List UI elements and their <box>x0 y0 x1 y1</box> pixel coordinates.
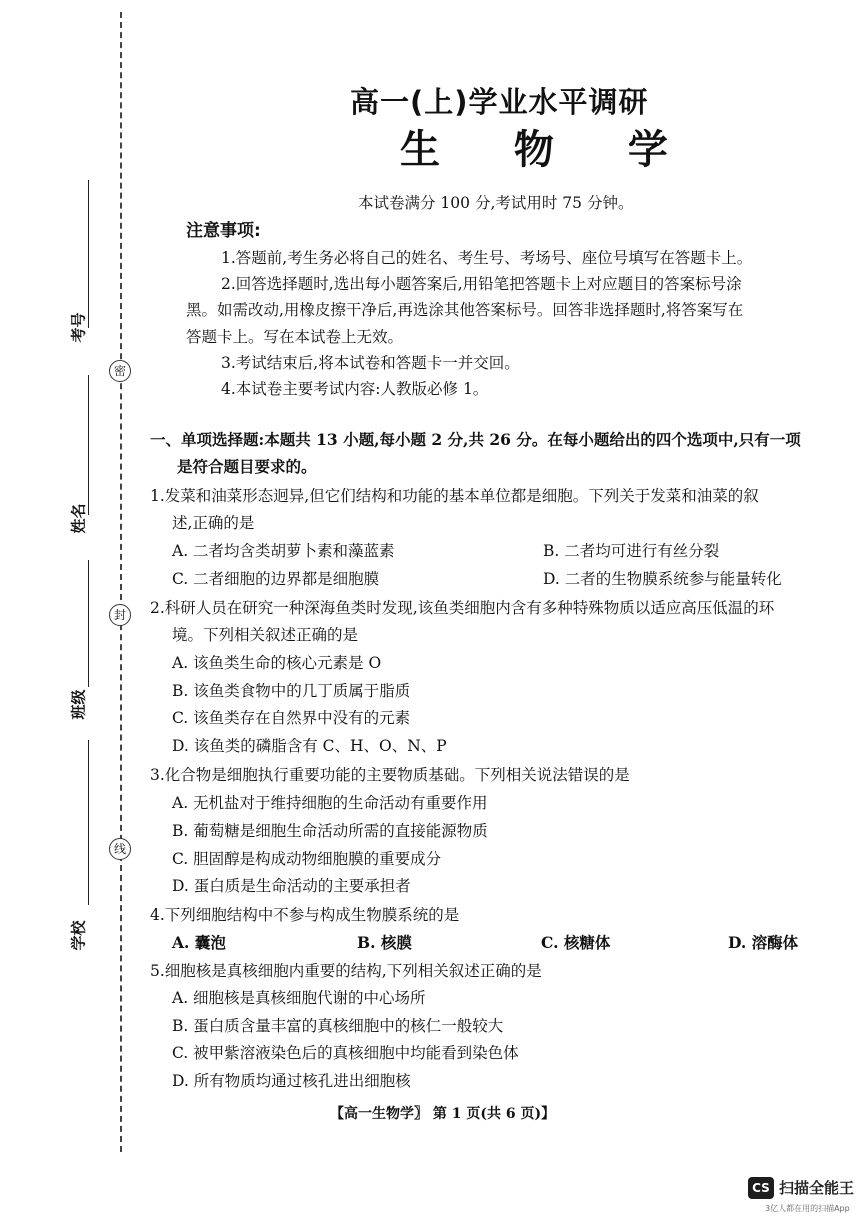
question-2-stem: 2.科研人员在研究一种深海鱼类时发现,该鱼类细胞内含有多种特殊物质以适应高压低温的环 <box>150 599 775 617</box>
class-rule <box>88 560 89 687</box>
q1-option-c: C. 二者细胞的边界都是细胞膜 <box>172 570 380 588</box>
section-heading: 一、单项选择题:本题共 13 小题,每小题 2 分,共 26 分。在每小题给出的四个选项中,只有一项 <box>150 430 801 449</box>
question-1-stem: 1.发菜和油菜形态迥异,但它们结构和功能的基本单位都是细胞。下列关于发菜和油菜的叙 <box>150 487 759 505</box>
note-line: 2.回答选择题时,选出每小题答案后,用铅笔把答题卡上对应题目的答案标号涂 <box>221 275 742 293</box>
camscanner-logo: CS <box>748 1177 774 1199</box>
label-exam-number: 考号 <box>69 312 88 343</box>
school-rule <box>88 740 89 905</box>
q2-option-d: D. 该鱼类的磷脂含有 C、H、O、N、P <box>172 737 447 755</box>
page-footer: 【高一生物学〗 第 1 页(共 6 页)】 <box>330 1106 556 1122</box>
note-line: 3.考试结束后,将本试卷和答题卡一并交回。 <box>221 354 520 372</box>
q1-option-a: A. 二者均含类胡萝卜素和藻蓝素 <box>172 542 395 560</box>
q1-option-b: B. 二者均可进行有丝分裂 <box>543 542 720 560</box>
notes-heading: 注意事项: <box>186 221 261 241</box>
q2-option-b: B. 该鱼类食物中的几丁质属于脂质 <box>172 682 411 700</box>
exam-title: 高一(上)学业水平调研 <box>350 85 649 119</box>
exam-info: 本试卷满分 100 分,考试用时 75 分钟。 <box>358 194 634 212</box>
q4-option-c: C. 核糖体 <box>541 933 611 952</box>
q1-option-d: D. 二者的生物膜系统参与能量转化 <box>543 570 782 588</box>
camscanner-name: 扫描全能王 <box>779 1179 855 1197</box>
question-3-stem: 3.化合物是细胞执行重要功能的主要物质基础。下列相关说法错误的是 <box>150 766 630 784</box>
question-2-stem-cont: 境。下列相关叙述正确的是 <box>172 626 359 644</box>
q2-option-a: A. 该鱼类生命的核心元素是 O <box>172 654 382 672</box>
q3-option-c: C. 胆固醇是构成动物细胞膜的重要成分 <box>172 850 442 868</box>
label-name: 姓名 <box>69 503 88 534</box>
note-line: 1.答题前,考生务必将自己的姓名、考生号、考场号、座位号填写在答题卡上。 <box>221 249 753 267</box>
note-line: 4.本试卷主要考试内容:人教版必修 1。 <box>221 380 489 398</box>
seal-xian: 线 <box>109 838 131 860</box>
q4-option-d: D. 溶酶体 <box>728 933 799 952</box>
q2-option-c: C. 该鱼类存在自然界中没有的元素 <box>172 709 411 727</box>
q4-option-b: B. 核膜 <box>357 933 412 952</box>
q3-option-a: A. 无机盐对于维持细胞的生命活动有重要作用 <box>172 794 488 812</box>
note-line: 答题卡上。写在本试卷上无效。 <box>186 328 404 346</box>
subject-title: 生 物 学 <box>400 127 698 173</box>
q4-option-a: A. 囊泡 <box>172 933 226 952</box>
q3-option-d: D. 蛋白质是生命活动的主要承担者 <box>172 877 411 895</box>
seal-feng: 封 <box>109 604 131 626</box>
q5-option-d: D. 所有物质均通过核孔进出细胞核 <box>172 1072 411 1090</box>
exam-number-rule <box>88 180 89 328</box>
question-5-stem: 5.细胞核是真核细胞内重要的结构,下列相关叙述正确的是 <box>150 962 542 980</box>
q5-option-b: B. 蛋白质含量丰富的真核细胞中的核仁一般较大 <box>172 1017 504 1035</box>
question-1-stem-cont: 述,正确的是 <box>172 514 255 532</box>
label-class: 班级 <box>69 689 88 720</box>
camscanner-tagline: 3亿人都在用的扫描App <box>765 1204 850 1213</box>
label-school: 学校 <box>69 920 88 951</box>
q5-option-a: A. 细胞核是真核细胞代谢的中心场所 <box>172 989 426 1007</box>
note-line: 黑。如需改动,用橡皮擦干净后,再选涂其他答案标号。回答非选择题时,将答案写在 <box>186 301 744 319</box>
binding-dashed-line <box>120 12 122 1152</box>
question-4-stem: 4.下列细胞结构中不参与构成生物膜系统的是 <box>150 906 460 924</box>
name-rule <box>88 375 89 515</box>
q3-option-b: B. 葡萄糖是细胞生命活动所需的直接能源物质 <box>172 822 488 840</box>
seal-mi: 密 <box>109 360 131 382</box>
q5-option-c: C. 被甲紫溶液染色后的真核细胞中均能看到染色体 <box>172 1044 519 1062</box>
section-heading-cont: 是符合题目要求的。 <box>177 457 317 476</box>
